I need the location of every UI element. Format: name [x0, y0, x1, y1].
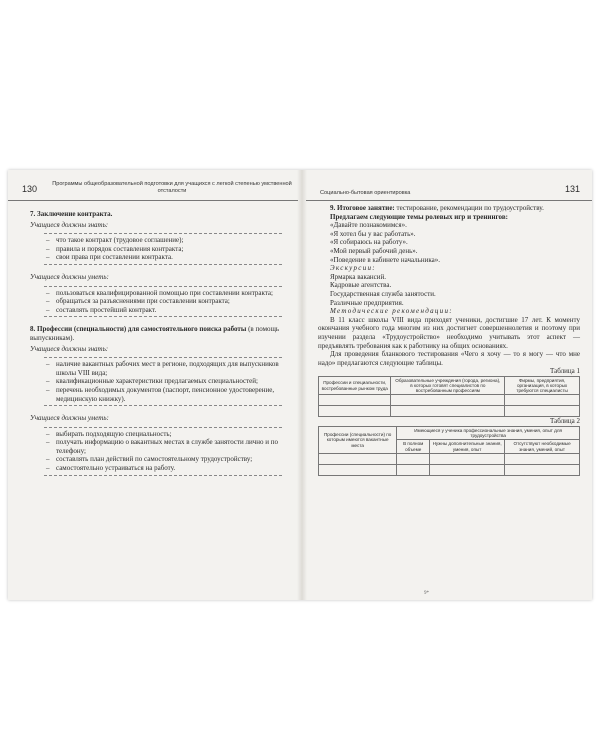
list-item: – составлять план действий по самостоятельному трудоустройству;: [56, 455, 282, 464]
section-8-title: 8. Профессии (специальности) для самостоятельного поиска работы (в помощь выпускникам).: [30, 325, 280, 342]
table-row: [319, 406, 580, 417]
right-page-body: [318, 204, 580, 476]
left-header-text: Программы общеобразовательной подготовки для учащихся с легкой степенью умственной отсталости: [52, 181, 292, 194]
excursion-item: Различные предприятия.: [330, 298, 404, 307]
excursion-item: Государственная служба занятости.: [330, 289, 436, 298]
list-item: – получать информацию о вакантных местах в службе занятости лично и по телефону;: [56, 438, 282, 455]
list-item: – составлять простейший контракт.: [56, 306, 282, 315]
games-title: Предлагаем следующие темы ролевых игр и тренингов:: [330, 212, 508, 221]
table-1-header: Профессии и специальности, востребованные рынком труда: [319, 376, 391, 395]
table-row: [319, 453, 580, 464]
final-lesson-paragraph: 9. Итоговое занятие: тестирование, рекомендации по трудоустройству.: [330, 204, 544, 212]
left-page-number: 130: [22, 184, 38, 194]
table-2-group-header: Имеющиеся у ученика профессиональные знания, умения, опыт для трудоустройства: [397, 427, 580, 440]
signature-mark: 9*: [424, 591, 429, 596]
section-8-can-label: Учащиеся должны уметь:: [30, 414, 109, 423]
table-row: [319, 464, 580, 475]
table-2-subheader: Нужны дополнительные знания, умения, опыт: [430, 440, 505, 453]
excursion-item: Ярмарка вакансий.: [330, 272, 387, 281]
game-item: «Давайте познакомимся».: [330, 221, 407, 230]
table-1-header: Образовательные учреждения (города, региона), в которых готовят специалистов по востребованным профессиям: [391, 376, 505, 395]
section-7-title: 7. Заключение контракта.: [30, 210, 113, 218]
list-item: – квалификационные характеристики предлагаемых специальностей;: [56, 377, 282, 386]
list-item: – свои права при составлении контракта.: [56, 253, 282, 262]
methods-label: Методические рекомендации:: [330, 307, 453, 316]
section-8-can-list: [44, 427, 282, 476]
left-page: [8, 170, 298, 600]
excursion-item: Кадровые агентства.: [330, 281, 392, 290]
right-page: [306, 170, 592, 600]
methods-paragraph-2: Для проведения бланкового тестирования «Чего я хочу — то я могу — что мне надо» предлагаются следующие таблицы.: [318, 350, 580, 367]
table-2-caption: Таблица 2: [550, 417, 580, 426]
game-item: «Я хотел бы у вас работать».: [330, 229, 416, 238]
game-item: «Поведение в кабинете начальника».: [330, 255, 440, 264]
list-item: – наличие вакантных рабочих мест в регионе, подходящих для выпускников школы VIII вида;: [56, 360, 282, 377]
right-page-number: 131: [564, 184, 580, 194]
list-item: – что такое контракт (трудовое соглашение);: [56, 236, 282, 245]
section-7-can-label: Учащиеся должны уметь:: [30, 272, 109, 281]
left-page-body: [30, 204, 282, 484]
list-item: – перечень необходимых документов (паспорт, пенсионное удостоверение, медицинскую книжку).: [56, 386, 282, 403]
list-item: – самостоятельно устраиваться на работу.: [56, 464, 282, 473]
list-item: – пользоваться квалифицированной помощью при составлении контракта;: [56, 289, 282, 298]
section-7-know-label: Учащиеся должны знать:: [30, 220, 109, 229]
table-2-subheader: В полном объеме: [397, 440, 430, 453]
table-1-caption: Таблица 1: [550, 367, 580, 376]
table-1-header: Фирмы, предприятия, организация, в которых требуются специалисты: [505, 376, 580, 395]
excursions-label: Экскурсии:: [330, 264, 376, 273]
table-1: [318, 376, 580, 418]
methods-paragraph-1: В 11 класс школы VIII вида приходят ученики, достигшие 17 лет. К моменту окончания учебного года многим из них достигнет совершеннолетия и поэтому при изучении раздела «Трудоустройство» необходимо учитывать этот аспект — предъявлять требования как к работнику на общих основаниях.: [318, 315, 580, 350]
section-8-know-label: Учащиеся должны знать:: [30, 344, 109, 353]
section-7-know-list: [44, 233, 282, 265]
list-item: – правила и порядок составления контракта;: [56, 245, 282, 254]
section-7-can-list: [44, 286, 282, 318]
game-item: «Я собираюсь на работу».: [330, 238, 408, 247]
section-8-know-list: [44, 357, 282, 406]
right-header-text: Социально-бытовая ориентировка: [320, 190, 411, 196]
game-item: «Мой первый рабочий день».: [330, 246, 418, 255]
table-2-subheader: Отсутствуют необходимые знания, умений, опыт: [505, 440, 580, 453]
right-running-header: [306, 178, 592, 201]
table-2-header: Профессии (специальности) по которым имеются вакантные места: [319, 427, 397, 454]
left-running-header: [8, 178, 298, 201]
table-row: [319, 395, 580, 406]
list-item: – обращаться за разъяснениями при составлении контракта;: [56, 297, 282, 306]
book-spread: [8, 170, 592, 600]
list-item: – выбирать подходящую специальность;: [56, 430, 282, 439]
table-2: [318, 426, 580, 476]
